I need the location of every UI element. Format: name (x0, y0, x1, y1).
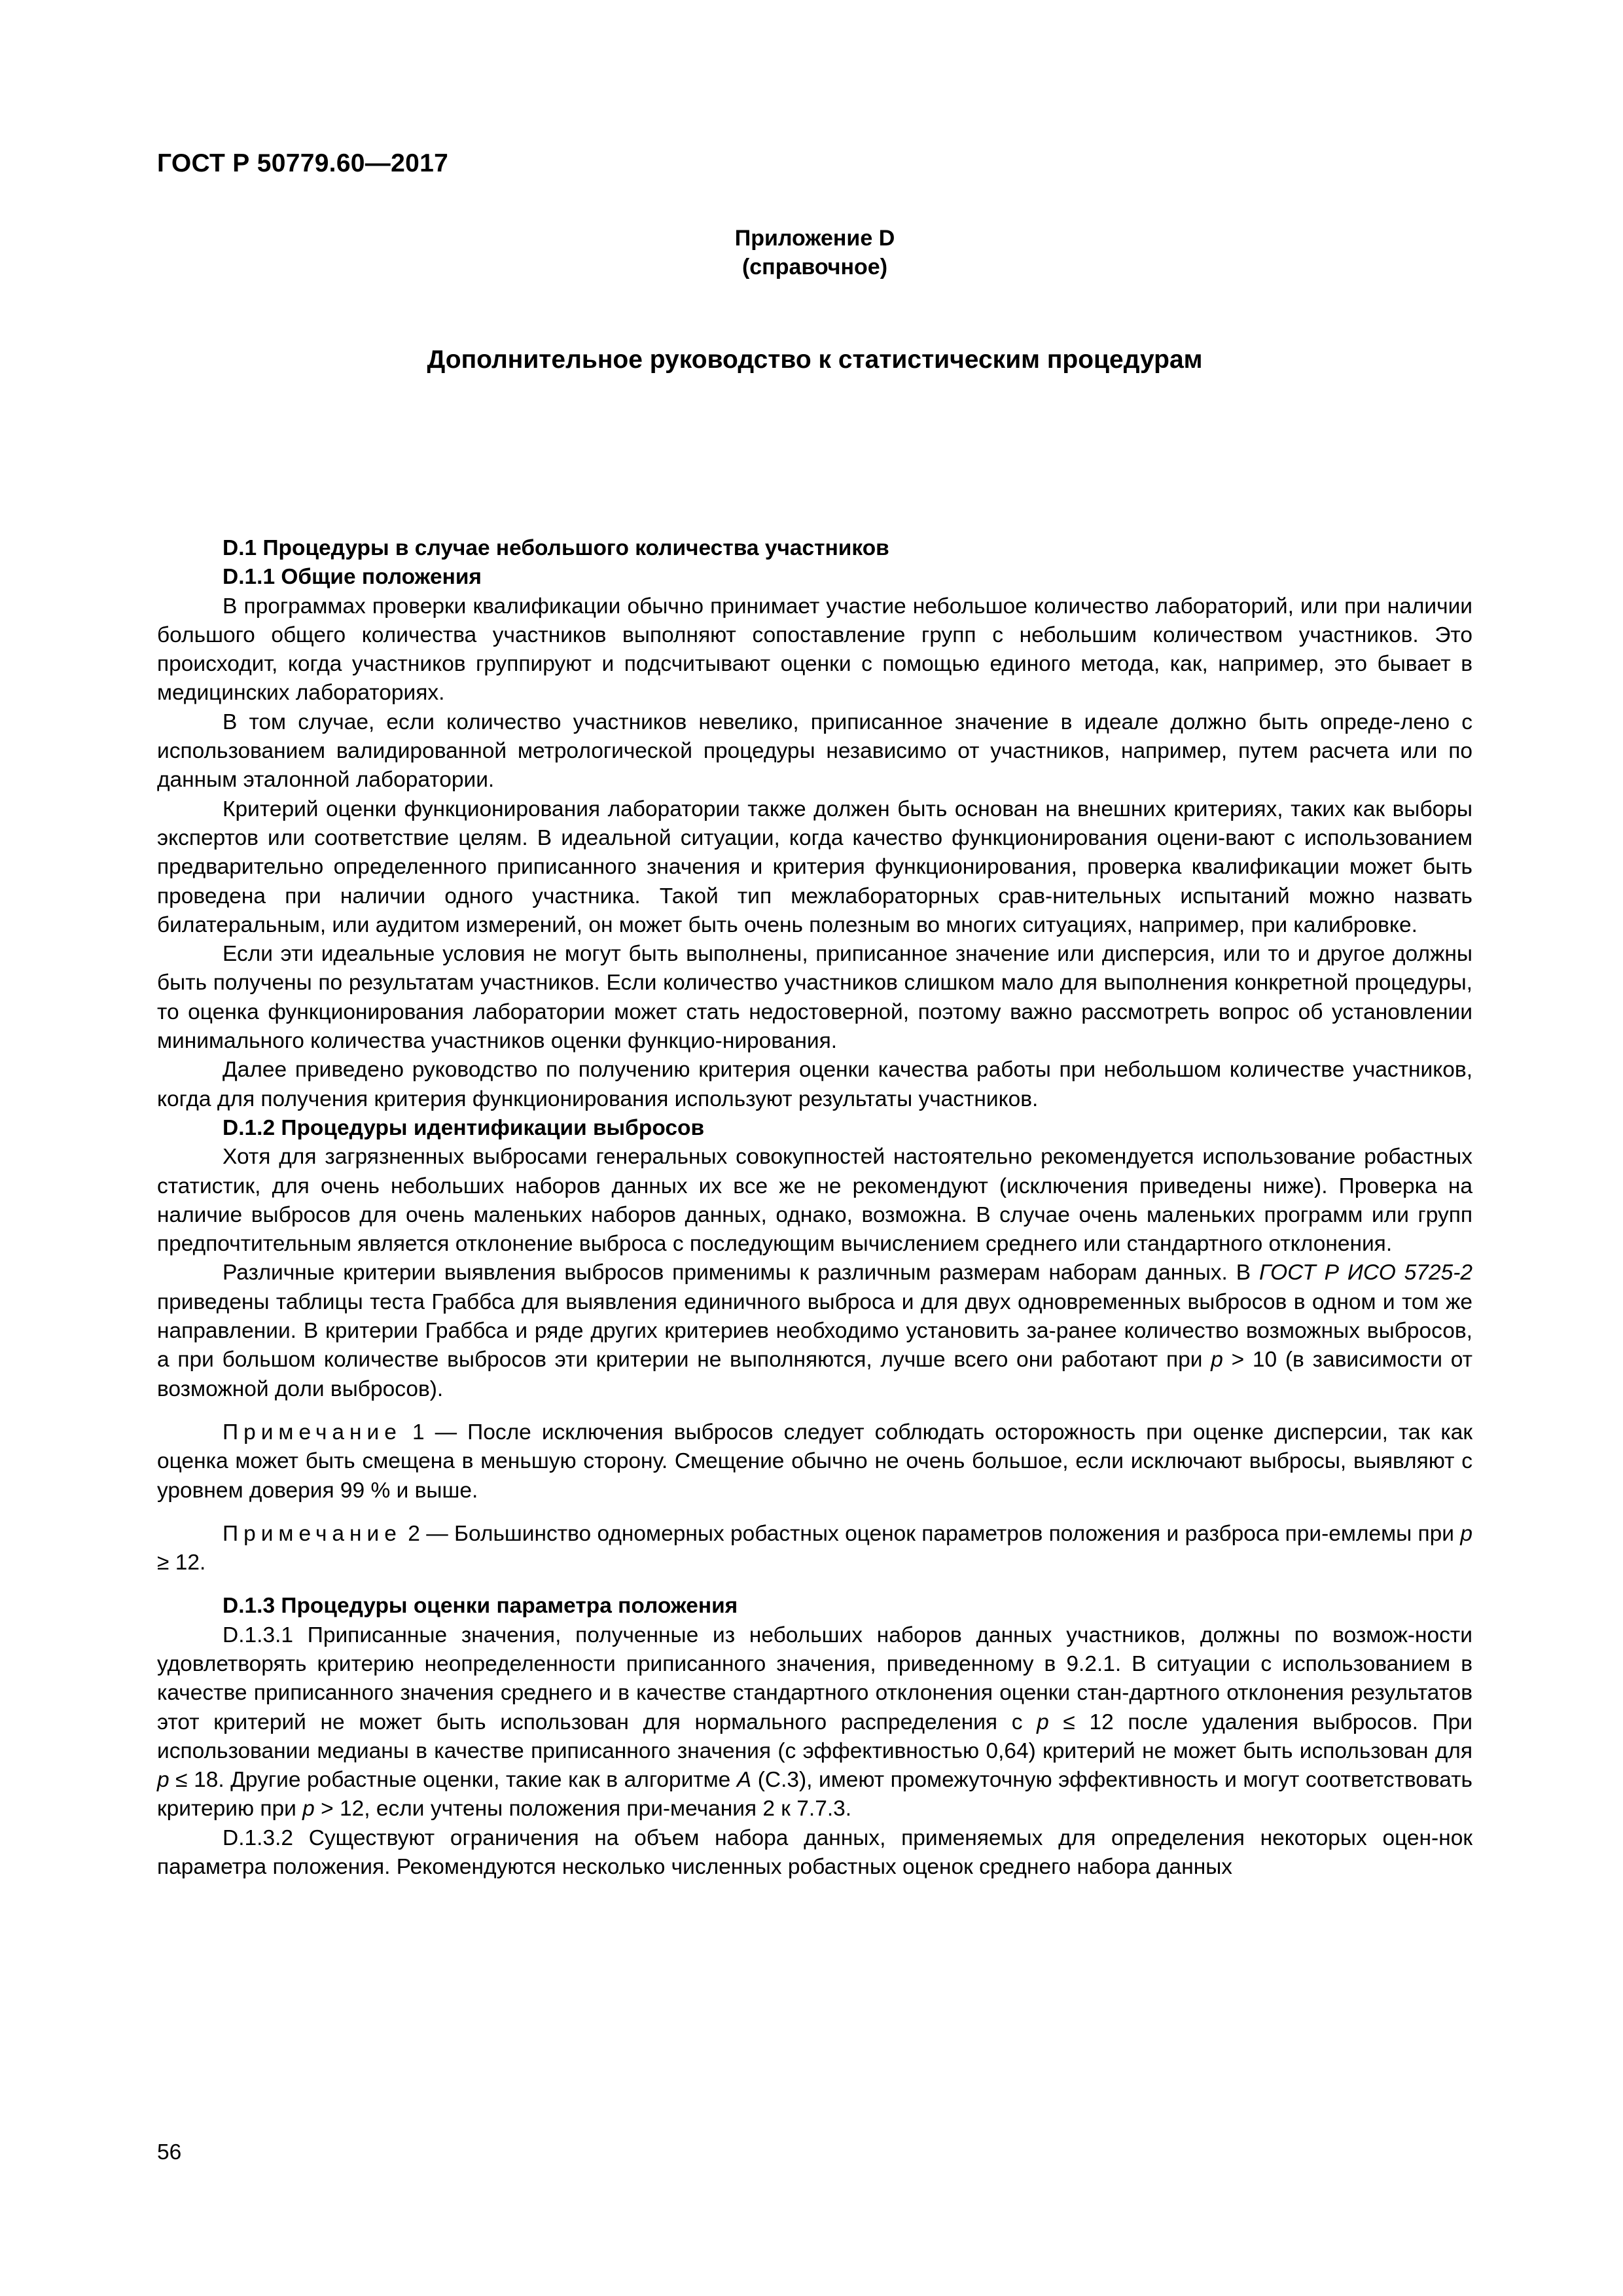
note-label: Примечание (223, 1521, 402, 1546)
text-run: ≤ 18. Другие робастные оценки, такие как в алгоритме (169, 1768, 737, 1793)
paragraph: Если эти идеальные условия не могут быть выполнены, приписанное значение или дисперсия, или то и другое должны быть получены по результатам участников. Если количество участников слишком мало для выполнения конкретной процедуры, то оценка функционирования лаборатории может стать недостоверной, поэтому важно рассмотреть вопрос об установлении минимального количества участников оценки функцио-нирования. (157, 942, 1472, 1054)
standard-reference: ГОСТ Р ИСО 5725-2 (1259, 1261, 1472, 1285)
note-1 (157, 1418, 1472, 1505)
text-run: D.1.3.1 Приписанные значения, полученные из небольших наборов данных участников, должны по возмож-ности удовлетворять критерию неопределенности приписанного значения, приведенному в 9.2.1. В ситуации с использованием в качестве приписанного значения среднего и в качестве стандартного отклонения оценки стан-дартного отклонения результатов этот критерий не может быть использован для нормального распределения с (157, 1623, 1472, 1734)
note-text: ≥ 12. (157, 1551, 206, 1575)
math-variable: p (1037, 1710, 1049, 1734)
paragraph: В программах проверки квалификации обычно принимает участие небольшое количество лабораторий, или при наличии большого общего количества участников выполняют сопоставление групп с небольшим количеством участников. Это происходит, когда участников группируют и подсчитывают оценки с помощью единого метода, как, например, это бывает в медицинских лабораториях. (157, 594, 1472, 706)
text-run: > 12, если учтены положения при-мечания 2 к 7.7.3. (314, 1797, 852, 1821)
math-variable: p (1211, 1348, 1223, 1372)
text-run: > 10 (в зависимости от возможной доли выбросов). (157, 1348, 1472, 1401)
appendix-kind: (справочное) (741, 255, 888, 280)
text-run: ≤ 12 после удаления выбросов. При использовании медианы в качестве приписанного значения (с эффективностью 0,64) критерий не может быть использован для (157, 1710, 1472, 1763)
text-run: (С.3), имеют промежуточную эффективность и могут соответствовать критерию при (157, 1768, 1472, 1821)
text-run: Различные критерии выявления выбросов применимы к различным размерам наборам данных. В (223, 1261, 1260, 1285)
paragraph: Далее приведено руководство по получению критерия оценки качества работы при небольшом количестве участников, когда для получения критерия функционирования используют результаты участников. (157, 1058, 1472, 1111)
math-variable: p (157, 1768, 169, 1793)
standard-designation: ГОСТ Р 50779.60—2017 (157, 149, 449, 177)
math-variable: p (1460, 1521, 1472, 1546)
paragraph: Хотя для загрязненных выбросами генеральных совокупностей настоятельно рекомендуется использование робастных статистик, для очень небольших наборов данных их все же не рекомендуют (исключения приведены ниже). Проверка на наличие выбросов для очень маленьких наборов данных, однако, возможна. В случае очень маленьких программ или групп предпочтительным является отклонение выброса с последующим вычислением среднего или стандартного отклонения. (157, 1145, 1472, 1257)
paragraph (157, 1621, 1472, 1824)
paragraph: В том случае, если количество участников невелико, приписанное значение в идеале должно быть опреде-лено с использованием валидированной метрологической процедуры независимо от участников, например, путем расчета или по данным эталонной лаборатории. (157, 709, 1472, 793)
note-text: 1 — После исключения выбросов следует соблюдать осторожность при оценке дисперсии, так как оценка может быть смещена в меньшую сторону. Смещение обычно не очень большое, если исключают выбросы, выявляют с уровнем доверия 99 % и выше. (157, 1420, 1472, 1503)
appendix-title: Дополнительное руководство к статистическим процедурам (427, 346, 1203, 374)
math-variable: A (736, 1768, 752, 1793)
note-text: 2 — Большинство одномерных робастных оценок параметров положения и разброса при-емлемы при (401, 1521, 1461, 1546)
section-heading-d12: D.1.2 Процедуры идентификации выбросов (223, 1115, 705, 1140)
page-number: 56 (157, 2140, 182, 2164)
appendix-label: Приложение D (734, 226, 895, 251)
math-variable: p (302, 1797, 315, 1821)
paragraph: Критерий оценки функционирования лаборатории также должен быть основан на внешних критериях, таких как выборы экспертов или соответствие целям. В идеальной ситуации, когда качество функционирования оцени-вают с использованием предварительно определенного приписанного значения и критерия функционирования, проверка квалификации может быть проведена при наличии одного участника. Такой тип межлабораторных срав-нительных испытаний можно назвать билатеральным, или аудитом измерений, он может быть очень полезным во многих ситуациях, например, при калибровке. (157, 797, 1472, 937)
section-heading-d13: D.1.3 Процедуры оценки параметра положения (223, 1594, 738, 1619)
section-heading-d11: D.1.1 Общие положения (223, 565, 482, 590)
paragraph: D.1.3.2 Существуют ограничения на объем набора данных, применяемых для определения некоторых оцен-нок параметра положения. Рекомендуются несколько численных робастных оценок среднего набора данных (157, 1825, 1472, 1880)
paragraph (157, 1259, 1472, 1403)
note-2 (157, 1520, 1472, 1578)
appendix-label-block (157, 224, 1472, 281)
text-run: приведены таблицы теста Граббса для выявления единичного выброса и для двух одновременных выбросов в одном и том же направлении. В критерии Граббса и ряде других критериев необходимо установить за-ранее количество возможных выбросов, а при большом количестве выбросов эти критерии не выполняются, лучше всего они работают при (157, 1289, 1472, 1372)
body-text (157, 534, 1472, 1882)
section-heading-d1: D.1 Процедуры в случае небольшого количества участников (223, 536, 889, 560)
note-label: Примечание (223, 1420, 402, 1444)
